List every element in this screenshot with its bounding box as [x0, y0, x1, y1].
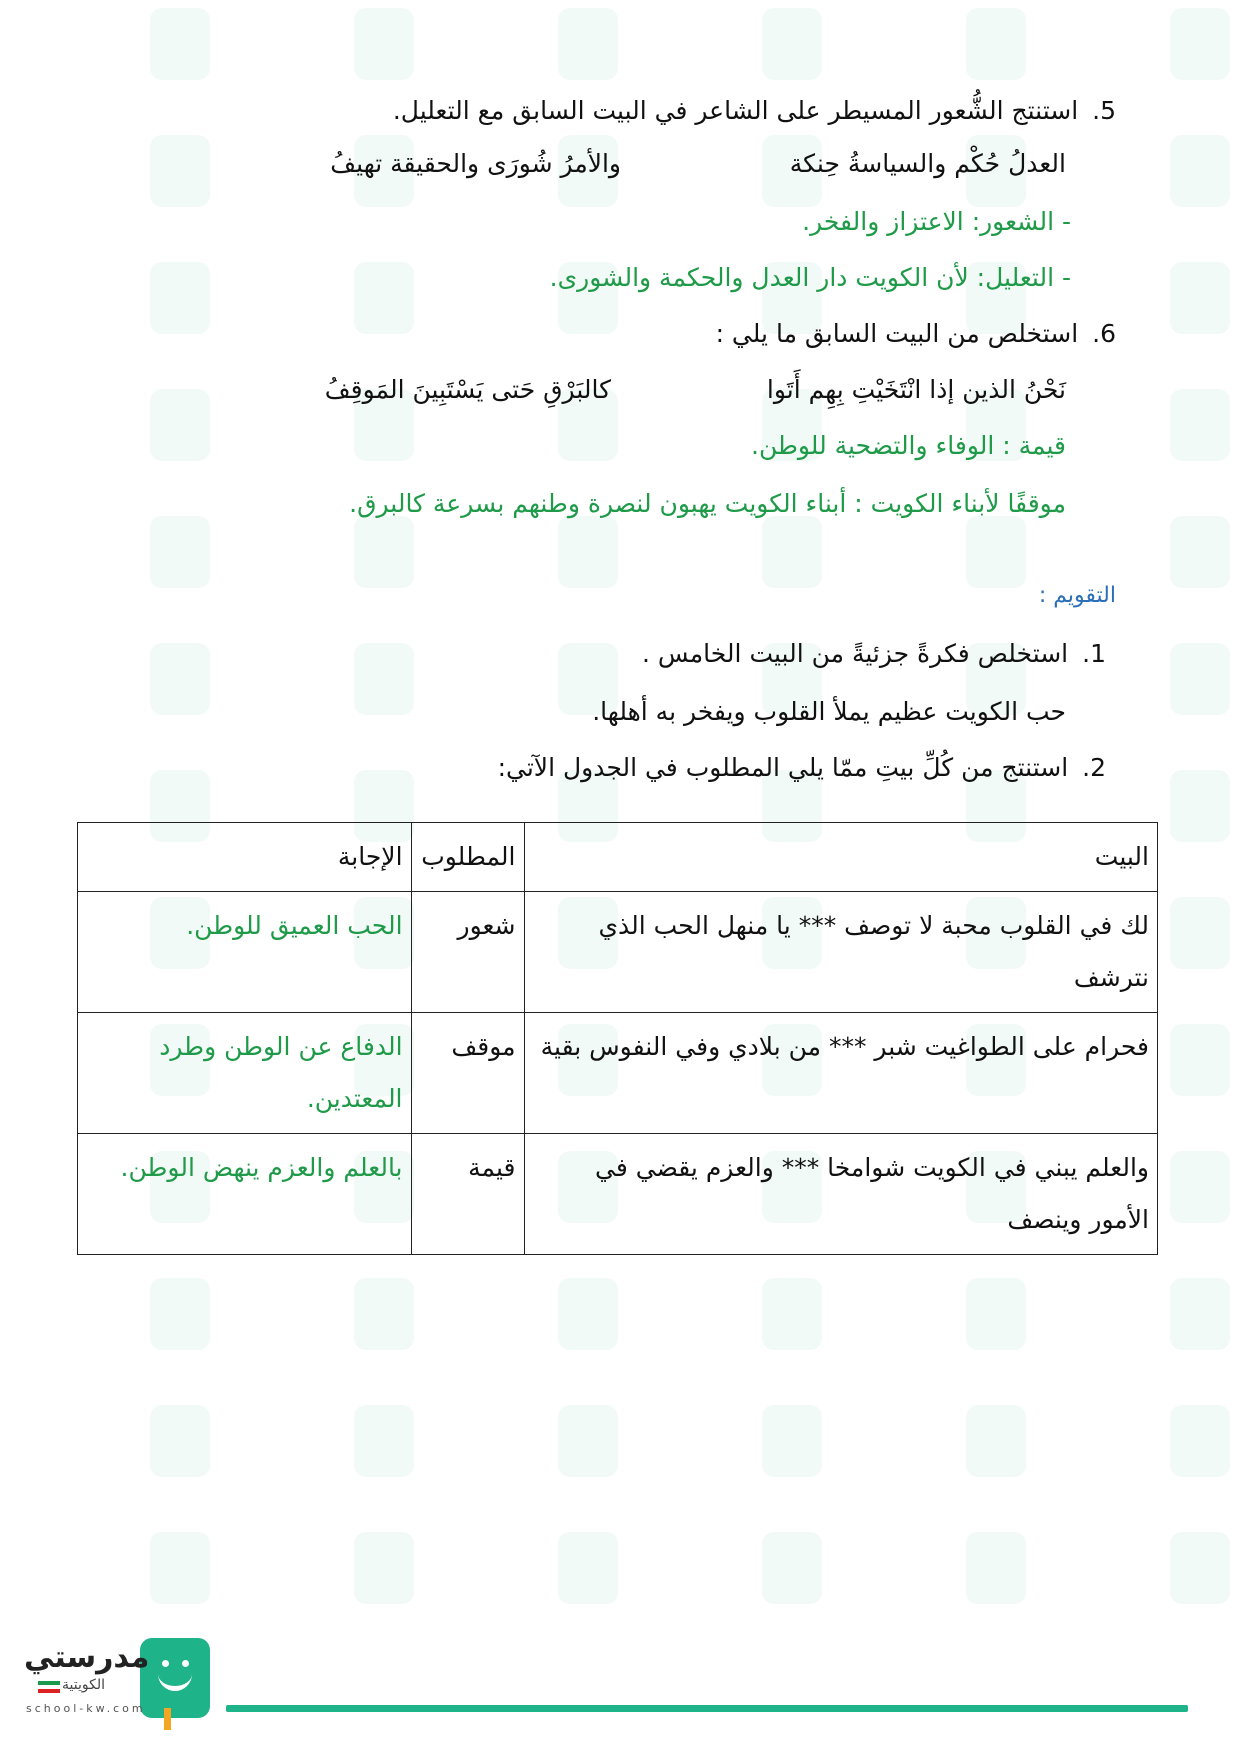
watermark-logo-icon [1170, 135, 1230, 207]
question-text: استنتج الشُّعور المسيطر على الشاعر في البيت السابق مع التعليل. [392, 96, 1079, 125]
watermark-logo-icon [150, 1532, 210, 1604]
logo-name: مدرستي [24, 1640, 150, 1675]
verse-first-hemistich: نَحْنُ الذين إذا انْتَخَيْتِ بِهِم أَتَوا [766, 375, 1066, 404]
watermark-logo-icon [150, 516, 210, 588]
question-text: استنتج من كُلِّ بيتِ ممّا يلي المطلوب في الجدول الآتي: [497, 753, 1069, 782]
question-text: استخلص فكرةً جزئيةً من البيت الخامس . [642, 639, 1069, 668]
verse-second-hemistich: والأمرُ شُورَى والحقيقة تهيفُ [330, 149, 621, 178]
question-number: 5. [1092, 96, 1116, 125]
header-bayt: البيت [524, 823, 1158, 892]
watermark-logo-icon [762, 1532, 822, 1604]
evaluation-question-2 [498, 750, 1106, 786]
watermark-logo-icon [150, 389, 210, 461]
evaluation-heading: التقويم : [1038, 583, 1116, 608]
watermark-logo-icon [1170, 262, 1230, 334]
question-number: 6. [1092, 319, 1116, 348]
watermark-logo-icon [354, 262, 414, 334]
verse-first-hemistich: العدلُ حُكْم والسياسةُ حِنكة [789, 149, 1066, 178]
watermark-logo-icon [354, 1532, 414, 1604]
logo-pen-icon [164, 1708, 171, 1730]
cell-bayt: لك في القلوب محبة لا توصف *** يا منهل الحب الذي نترشف [524, 892, 1158, 1013]
watermark-logo-icon [558, 1278, 618, 1350]
logo-eye-icon [162, 1660, 169, 1667]
watermark-logo-icon [150, 1278, 210, 1350]
question-5 [393, 93, 1116, 129]
evaluation-answer-1: حب الكويت عظيم يملأ القلوب ويفخر به أهلها. [592, 697, 1066, 726]
watermark-logo-icon [1170, 1405, 1230, 1477]
cell-bayt: والعلم يبني في الكويت شوامخا *** والعزم يقضي في الأمور وينصف [524, 1134, 1158, 1255]
question-text: استخلص من البيت السابق ما يلي : [715, 319, 1079, 348]
watermark-logo-icon [150, 643, 210, 715]
watermark-logo-icon [762, 8, 822, 80]
evaluation-question-1 [642, 636, 1106, 672]
table-row [78, 1134, 1158, 1255]
watermark-logo-icon [1170, 770, 1230, 842]
watermark-logo-icon [1170, 643, 1230, 715]
cell-answer: الدفاع عن الوطن وطرد المعتدين. [78, 1013, 412, 1134]
watermark-logo-icon [150, 135, 210, 207]
watermark-logo-icon [558, 8, 618, 80]
cell-answer: الحب العميق للوطن. [78, 892, 412, 1013]
watermark-logo-icon [558, 1532, 618, 1604]
question-6 [716, 316, 1116, 352]
watermark-logo-icon [762, 1278, 822, 1350]
logo-eye-icon [182, 1660, 189, 1667]
question-number: 1. [1082, 639, 1106, 668]
question-number: 2. [1082, 753, 1106, 782]
watermark-logo-icon [1170, 897, 1230, 969]
watermark-logo-icon [354, 516, 414, 588]
watermark-logo-icon [966, 8, 1026, 80]
answer-stance: موقفًا لأبناء الكويت : أبناء الكويت يهبون لنصرة وطنهم بسرعة كالبرق. [349, 489, 1066, 518]
answer-feeling: - الشعور: الاعتزاز والفخر. [802, 207, 1071, 236]
cell-required: قيمة [411, 1134, 524, 1255]
watermark-logo-icon [966, 1278, 1026, 1350]
watermark-logo-icon [354, 643, 414, 715]
watermark-logo-icon [354, 1405, 414, 1477]
table-header-row [78, 823, 1158, 892]
table-row [78, 892, 1158, 1013]
analysis-table [77, 822, 1158, 1255]
watermark-logo-icon [354, 8, 414, 80]
watermark-logo-icon [1170, 1532, 1230, 1604]
watermark-logo-icon [354, 1278, 414, 1350]
watermark-logo-icon [966, 1532, 1026, 1604]
header-answer: الإجابة [78, 823, 412, 892]
watermark-logo-icon [150, 262, 210, 334]
cell-required: موقف [411, 1013, 524, 1134]
verse-second-hemistich: كالبَرْقِ حَتى يَسْتَبِينَ المَوقِفُ [324, 375, 611, 404]
watermark-logo-icon [150, 1405, 210, 1477]
footer-divider [226, 1705, 1188, 1712]
watermark-logo-icon [762, 1405, 822, 1477]
logo-url: school-kw.com [26, 1702, 146, 1715]
logo-subtitle: الكويتية [62, 1677, 105, 1693]
watermark-logo-icon [1170, 8, 1230, 80]
watermark-logo-icon [966, 516, 1026, 588]
header-required: المطلوب [411, 823, 524, 892]
watermark-logo-icon [1170, 1151, 1230, 1223]
table-row [78, 1013, 1158, 1134]
watermark-logo-icon [1170, 1024, 1230, 1096]
watermark-logo-icon [558, 516, 618, 588]
cell-required: شعور [411, 892, 524, 1013]
watermark-logo-icon [558, 1405, 618, 1477]
cell-answer: بالعلم والعزم ينهض الوطن. [78, 1134, 412, 1255]
cell-bayt: فحرام على الطواغيت شبر *** من بلادي وفي النفوس بقية [524, 1013, 1158, 1134]
watermark-logo-icon [1170, 389, 1230, 461]
watermark-logo-icon [1170, 1278, 1230, 1350]
answer-reason: - التعليل: لأن الكويت دار العدل والحكمة والشورى. [549, 263, 1071, 292]
watermark-logo-icon [966, 1405, 1026, 1477]
watermark-logo-icon [762, 516, 822, 588]
watermark-logo-icon [150, 8, 210, 80]
watermark-logo-icon [1170, 516, 1230, 588]
answer-value: قيمة : الوفاء والتضحية للوطن. [751, 431, 1066, 460]
kuwait-flag-icon [38, 1681, 60, 1693]
